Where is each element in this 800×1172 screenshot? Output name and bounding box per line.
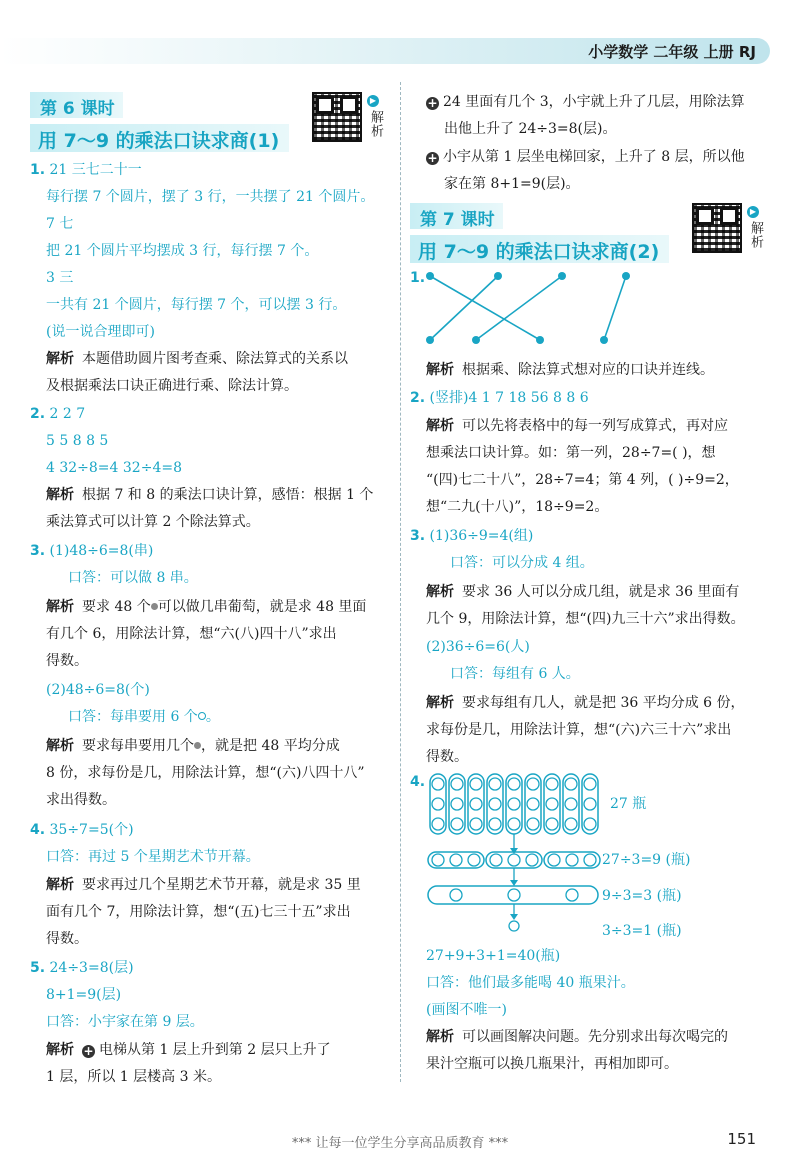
arrow-head — [510, 914, 518, 920]
bottle — [565, 778, 577, 790]
match-line — [604, 276, 626, 340]
r-q4-line-0: 27+9+3+1=40(瓶) — [426, 948, 561, 964]
match-dot — [426, 272, 434, 280]
q5-analysis-0: 电梯从第 1 层上升到第 2 层只上升了 — [99, 1042, 331, 1058]
bottle — [470, 818, 482, 830]
bottle — [470, 778, 482, 790]
q4-number: 4. — [30, 822, 46, 838]
qr-code-icon[interactable] — [692, 203, 742, 253]
r-q4-label-1: 27÷3=9 (瓶) — [602, 852, 691, 868]
r-q4-label-3: 3÷3=1 (瓶) — [602, 923, 682, 939]
bottle — [451, 818, 463, 830]
r-q3-p2-analysis — [426, 693, 745, 713]
analysis-label: 解析 — [426, 695, 454, 711]
bottle — [508, 889, 520, 901]
q4-analysis — [46, 875, 361, 895]
grape-icon — [151, 603, 158, 610]
match-line — [430, 276, 540, 340]
match-dot — [426, 336, 434, 344]
q1-analysis-1: 及根据乘法口诀正确进行乘、除法计算。 — [46, 378, 298, 394]
r-q3-p1-analysis-0: 要求 36 人可以分成几组，就是求 36 里面有 — [462, 584, 740, 600]
footer-slogan: *** 让每一位学生分享高品质教育 *** — [291, 1136, 509, 1151]
match-dot — [472, 336, 480, 344]
lesson6-title: 用 7～9 的乘法口诀求商(1) — [30, 124, 289, 152]
r-q3-number: 3. — [410, 528, 426, 544]
r-q2-analysis-3: 想“二九(十八)”，18÷9=2。 — [426, 499, 609, 515]
q3-p2-answer-a: 口答：每串要用 6 个 — [68, 709, 198, 725]
q3-p2-analysis — [46, 736, 340, 756]
r-q2-number: 2. — [410, 390, 426, 406]
q3-p2-analysis-2: 求出得数。 — [46, 792, 116, 808]
match-dot — [558, 272, 566, 280]
r-q3-p2-analysis-2: 得数。 — [426, 749, 468, 765]
q2-number: 2. — [30, 406, 46, 422]
play-icon: ▶ — [747, 206, 759, 218]
q3-p2-analysis-a: 要求每串要用几个 — [82, 738, 194, 754]
grape-icon — [194, 742, 201, 749]
analysis-label: 解析 — [426, 584, 454, 600]
q2-analysis — [46, 485, 373, 505]
q1-line-1: 每行摆 7 个圆片，摆了 3 行，一共摆了 21 个圆片。 — [46, 189, 375, 205]
r-q4-label-0: 27 瓶 — [610, 796, 647, 812]
column-divider — [400, 82, 401, 1082]
bottle — [509, 921, 519, 931]
q4-line-text: 35÷7=5(个) — [49, 822, 134, 838]
r-q4-num: 4. — [410, 774, 426, 790]
q1-line-2: 7 七 — [46, 216, 74, 232]
bottle — [546, 798, 558, 810]
analysis-label: 解析 — [426, 418, 454, 434]
r-q4-label-2: 9÷3=3 (瓶) — [602, 888, 682, 904]
lesson6-tag: 第 6 课时 — [30, 92, 123, 118]
r-q3-p1 — [410, 526, 533, 546]
r-q2-analysis-2: “(四)七二十八”，28÷7=4；第 4 列，( )÷9=2， — [426, 472, 739, 488]
q4-answer: 口答：再过 5 个星期艺术节开幕。 — [46, 849, 260, 865]
r-q2-line-text: (竖排)4 1 7 18 56 8 8 6 — [429, 390, 589, 406]
r-q4-line-2: (画图不唯一) — [426, 1002, 507, 1018]
cont-2-0: 小宇从第 1 层坐电梯回家，上升了 8 层，所以他 — [443, 149, 745, 165]
q2-line-1: 5 5 8 8 5 — [46, 433, 109, 449]
bottle — [527, 778, 539, 790]
bottle — [489, 778, 501, 790]
analysis-label: 解析 — [46, 487, 74, 503]
q2-line-2: 4 32÷8=4 32÷4=8 — [46, 460, 182, 476]
q1-line-0: 21 三七二十一 — [49, 162, 142, 178]
r-q2-analysis — [426, 416, 728, 436]
bottle — [450, 889, 462, 901]
q3-p1-analysis-b: 可以做几串葡萄，就是求 48 里面 — [157, 599, 367, 615]
qr-label: 解析 — [748, 221, 763, 249]
q4-analysis-1: 面有几个 7，用除法计算，想“(五)七三十五”求出 — [46, 904, 351, 920]
q1-line-4: 3 三 — [46, 270, 74, 286]
q3-p2-analysis-b: ，就是把 48 平均分成 — [201, 738, 340, 754]
analysis-label: 解析 — [46, 351, 74, 367]
q4-analysis-0: 要求再过几个星期艺术节开幕，就是求 35 里 — [82, 877, 361, 893]
q5-analysis — [46, 1040, 331, 1060]
q5-line-2: 口答：小宇家在第 9 层。 — [46, 1014, 204, 1030]
q3-p2: (2)48÷6=8(个) — [46, 682, 150, 698]
cont-2 — [426, 147, 745, 167]
q5-line-1: 8+1=9(层) — [46, 987, 122, 1003]
q3-p1-analysis-1: 有几个 6，用除法计算，想“六(八)四十八”求出 — [46, 626, 337, 642]
q3-p1-text: (1)48÷6=8(串) — [49, 543, 154, 559]
q5-line-0 — [30, 958, 134, 978]
q2-line-0 — [30, 404, 85, 424]
r-q2-line — [410, 388, 589, 408]
bottle — [468, 854, 480, 866]
q5-number: 5. — [30, 960, 46, 976]
q3-p1-analysis-2: 得数。 — [46, 653, 88, 669]
q5-analysis-1: 1 层，所以 1 层楼高 3 米。 — [46, 1069, 221, 1085]
bottle — [584, 818, 596, 830]
r-q3-p1-answer: 口答：可以分成 4 组。 — [450, 555, 594, 571]
r-q2-analysis-0: 可以先将表格中的每一列写成算式，再对应 — [462, 418, 728, 434]
bottle — [546, 818, 558, 830]
bottle — [432, 798, 444, 810]
q1-number: 1. — [30, 162, 46, 178]
match-dot — [494, 272, 502, 280]
bottle — [508, 778, 520, 790]
r-q4-analysis — [426, 1027, 728, 1047]
bottle — [527, 798, 539, 810]
r-q4-analysis-0: 可以画图解决问题。先分别求出每次喝完的 — [462, 1029, 728, 1045]
q3-p2-answer-b: 。 — [205, 709, 220, 725]
r-q3-p2-answer: 口答：每组有 6 人。 — [450, 666, 580, 682]
q1-line-6: (说一说合理即可) — [46, 324, 155, 340]
bottle — [489, 798, 501, 810]
bottle — [451, 778, 463, 790]
bottle — [548, 854, 560, 866]
qr-code-icon[interactable] — [312, 92, 362, 142]
analysis-label: 解析 — [46, 1042, 74, 1058]
r-q4-number — [410, 772, 425, 792]
cont-1-1: 出他上升了 24÷3=8(层)。 — [444, 121, 617, 137]
bottle — [584, 778, 596, 790]
bottle — [450, 854, 462, 866]
r-q3-p1-text: (1)36÷9=4(组) — [429, 528, 534, 544]
q1-line-5: 一共有 21 个圆片，每行摆 7 个，可以摆 3 行。 — [46, 297, 347, 313]
plus-circle-icon: + — [83, 1044, 94, 1058]
header-title: 小学数学 二年级 上册 RJ — [588, 43, 756, 61]
plus-circle-icon: + — [427, 151, 438, 165]
play-icon: ▶ — [367, 95, 379, 107]
q2-analysis-0: 根据 7 和 8 的乘法口诀计算，感悟：根据 1 个 — [82, 487, 374, 503]
match-dot — [600, 336, 608, 344]
q4-analysis-2: 得数。 — [46, 931, 88, 947]
bottle — [432, 778, 444, 790]
bottle — [584, 798, 596, 810]
bottle — [565, 798, 577, 810]
lesson7-tag: 第 7 课时 — [410, 203, 503, 229]
q3-p2-answer — [68, 707, 220, 727]
bottle — [432, 818, 444, 830]
r-q4-line-1: 口答：他们最多能喝 40 瓶果汁。 — [426, 975, 635, 991]
cont-1-0: 24 里面有几个 3，小宇就上升了几层，用除法算 — [443, 94, 745, 110]
q3-p1-analysis-a: 要求 48 个 — [82, 599, 151, 615]
r-q3-p2: (2)36÷6=6(人) — [426, 639, 530, 655]
arrow-head — [510, 848, 518, 854]
bottle — [527, 818, 539, 830]
analysis-label: 解析 — [426, 362, 454, 378]
r-q1-num: 1. — [410, 270, 426, 286]
bottle — [566, 854, 578, 866]
q1-line-3: 把 21 个圆片平均摆成 3 行，每行摆 7 个。 — [46, 243, 319, 259]
plus-circle-icon: + — [427, 96, 438, 110]
bottle-diagram — [426, 772, 606, 932]
q3-p1-analysis — [46, 597, 366, 617]
r-q4-analysis-1: 果汁空瓶可以换几瓶果汁，再相加即可。 — [426, 1056, 678, 1072]
q1-line — [30, 160, 142, 180]
cont-2-1: 家在第 8+1=9(层)。 — [444, 176, 580, 192]
bottle — [584, 854, 596, 866]
lesson7-title: 用 7～9 的乘法口诀求商(2) — [410, 235, 669, 263]
matching-diagram — [420, 268, 640, 348]
q1-analysis-0: 本题借助圆片图考查乘、除法算式的关系以 — [82, 351, 348, 367]
r-q3-p2-analysis-0: 要求每组有几人，就是把 36 平均分成 6 份， — [462, 695, 745, 711]
q3-number: 3. — [30, 543, 46, 559]
bottle — [432, 854, 444, 866]
r-q3-p1-analysis-1: 几个 9，用除法计算，想“(四)九三十六”求出得数。 — [426, 611, 745, 627]
q4-line — [30, 820, 134, 840]
bottle — [526, 854, 538, 866]
qr-label: 解析 — [368, 110, 383, 138]
cont-1 — [426, 92, 745, 112]
grape-ring-icon — [198, 712, 206, 720]
analysis-label: 解析 — [46, 599, 74, 615]
q2-analysis-1: 乘法算式可以计算 2 个除法算式。 — [46, 514, 260, 530]
analysis-label: 解析 — [46, 877, 74, 893]
r-q2-analysis-1: 想乘法口诀计算。如：第一列，28÷7=( )，想 — [426, 445, 716, 461]
match-dot — [622, 272, 630, 280]
q1-analysis — [46, 349, 348, 369]
q3-p2-analysis-1: 8 份，求每份是几，用除法计算，想“(六)八四十八” — [46, 765, 365, 781]
match-dot — [536, 336, 544, 344]
bottle — [470, 798, 482, 810]
page-number: 151 — [727, 1130, 756, 1148]
q3-part1 — [30, 541, 153, 561]
bottle — [451, 798, 463, 810]
bottle — [490, 854, 502, 866]
q2-line-0-text: 2 2 7 — [49, 406, 86, 422]
bottle — [489, 818, 501, 830]
bottle — [508, 854, 520, 866]
arrow-head — [510, 880, 518, 886]
bottle — [566, 889, 578, 901]
analysis-label: 解析 — [426, 1029, 454, 1045]
q3-p1-answer: 口答：可以做 8 串。 — [68, 570, 198, 586]
r-q1-analysis-text: 根据乘、除法算式想对应的口诀并连线。 — [462, 362, 714, 378]
r-q1-analysis — [426, 360, 714, 380]
q5-line-0-text: 24÷3=8(层) — [49, 960, 134, 976]
bottle — [508, 818, 520, 830]
bottle — [508, 798, 520, 810]
r-q3-p2-analysis-1: 求每份是几，用除法计算，想“(六)六三十六”求出 — [426, 722, 732, 738]
bottle — [565, 818, 577, 830]
analysis-label: 解析 — [46, 738, 74, 754]
r-q3-p1-analysis — [426, 582, 739, 602]
bottle — [546, 778, 558, 790]
